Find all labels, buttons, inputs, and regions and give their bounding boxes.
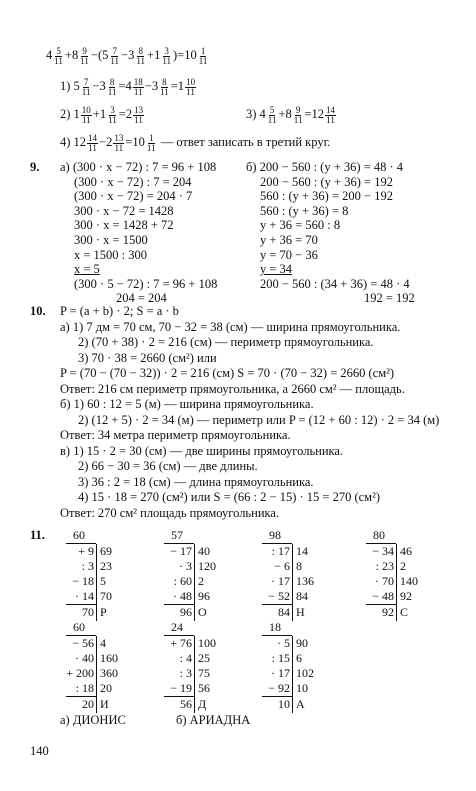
table-row: [362, 559, 438, 574]
task9-b-line: б) 200 − 560 : (y + 36) = 48 · 4: [246, 160, 404, 174]
table-value: 46: [400, 544, 412, 558]
table-result-row: [258, 605, 334, 620]
table-row: [258, 589, 334, 604]
task9-b-line: y = 34: [260, 262, 293, 277]
task9-b-line: 192 = 192: [364, 291, 415, 306]
table-operation: − 92: [268, 681, 290, 695]
task9-b-line: y + 36 = 560 : 8: [260, 218, 341, 233]
table-operation: : 60: [173, 574, 192, 588]
table-row: [160, 589, 236, 604]
table-value: 360: [100, 666, 118, 680]
calc-table: [160, 528, 240, 618]
task10-line: P = (a + b) · 2; S = a · b: [60, 304, 179, 318]
table-row: [258, 574, 334, 589]
table-value: 90: [296, 636, 308, 650]
calc-table: [160, 620, 240, 710]
task10-line: Ответ: 270 см² площадь прямоугольника.: [60, 505, 280, 520]
table-row: [258, 666, 334, 681]
table-value: 70: [100, 589, 112, 603]
table-operation: · 40: [75, 651, 94, 665]
task9-b-line: 200 − 560 : (y + 36) = 192: [260, 174, 393, 189]
table-value: 5: [100, 574, 106, 588]
table-row: [160, 666, 236, 681]
task10-line: 4) 15 · 18 = 270 (см²) или S = (66 : 2 − 15) · 15 = 270 (см²): [78, 490, 380, 504]
task9-b-line: 560 : (y + 36) = 200 − 192: [260, 189, 393, 204]
table-row: [160, 559, 236, 574]
table-value: 14: [296, 544, 308, 558]
table-operation: : 17: [271, 544, 290, 558]
table-result-value: 96: [180, 605, 192, 619]
table-row: [62, 666, 138, 681]
table-operation: + 200: [66, 666, 94, 680]
table-value: 84: [296, 589, 308, 603]
table-row: [258, 544, 334, 559]
table-operation: − 52: [268, 589, 290, 603]
table-value: 160: [100, 651, 118, 665]
table-result-letter: Р: [100, 605, 107, 619]
table-row: [160, 651, 236, 666]
table-value: 75: [198, 666, 210, 680]
task9-a-line: x = 1500 : 300: [74, 247, 148, 262]
task10-line: в) 1) 15 · 2 = 30 (см) — две ширины прямоугольника.: [60, 443, 344, 458]
table-row: [160, 636, 236, 651]
table-value: 40: [198, 544, 210, 558]
task9-number: 9.: [30, 160, 40, 174]
table-result-row: [62, 605, 138, 620]
answer-b: б) АРИАДНА: [176, 713, 251, 727]
task10-line: 3) 36 : 2 = 18 (см) — длина прямоугольника.: [78, 474, 314, 489]
table-result-value: 20: [82, 697, 94, 711]
table-operation: : 23: [375, 559, 394, 573]
calc-table: [62, 528, 142, 618]
table-value: 92: [400, 589, 412, 603]
table-value: 136: [296, 574, 314, 588]
calc-table: [62, 620, 142, 710]
table-operation: : 18: [75, 681, 94, 695]
table-value: 2: [400, 559, 406, 573]
table-value: 20: [100, 681, 112, 695]
table-result-row: [362, 605, 438, 620]
task9-b-line: 560 : (y + 36) = 8: [260, 203, 349, 218]
table-row: [62, 636, 138, 651]
table-value: 100: [198, 636, 216, 650]
task9-a-line: а) (300 · x − 72) : 7 = 96 + 108: [60, 160, 217, 174]
table-row: [258, 559, 334, 574]
table-row: [258, 681, 334, 696]
table-operation: − 17: [170, 544, 192, 558]
page-number: 140: [30, 744, 49, 758]
table-operation: · 5: [277, 636, 290, 650]
task10-line: Ответ: 216 см периметр прямоугольника, а 2660 см² — площадь.: [60, 381, 405, 396]
task10-line: 2) (70 + 38) · 2 = 216 (см) — периметр прямоугольника.: [78, 335, 374, 349]
task9-b-line: y = 70 − 36: [260, 247, 318, 262]
calc-table: [362, 528, 442, 618]
calc-table: [258, 528, 338, 618]
table-result-row: [160, 697, 236, 712]
table-operation: − 19: [170, 681, 192, 695]
task10-line: Ответ: 34 метра периметр прямоугольника.: [60, 428, 291, 442]
table-operation: − 48: [372, 589, 394, 603]
table-result-letter: А: [296, 697, 305, 711]
task9-b-line: y + 36 = 70: [260, 233, 318, 247]
table-row: [62, 589, 138, 604]
table-row: [62, 544, 138, 559]
task9-a-line: 300 · x = 1500: [74, 233, 148, 247]
task9-a-line: 300 · x = 1428 + 72: [74, 218, 174, 233]
table-operation: · 3: [179, 559, 192, 573]
calc-table: [258, 620, 338, 710]
top-step-1: 1) 5 $\frac{7}{11}$ −3 $\frac{8}{11}$ =4 $\frac{18}{11}$ −3 $\frac{8}{11}$ =1 $\frac{10}{11}$: [60, 76, 196, 97]
task9-a-line: (300 · 5 − 72) : 7 = 96 + 108: [74, 276, 218, 291]
table-row: [362, 589, 438, 604]
table-operation: − 18: [72, 574, 94, 588]
table-start-value: 98: [269, 528, 281, 542]
task10-line: P = (70 − (70 − 32)) · 2 = 216 (см) S = 70 · (70 − 32) = 2660 (см²): [60, 366, 395, 380]
table-result-value: 70: [82, 605, 94, 619]
table-operation: − 34: [372, 544, 394, 558]
table-value: 69: [100, 544, 112, 558]
table-value: 4: [100, 636, 106, 650]
table-operation: · 48: [173, 589, 192, 603]
table-operation: + 76: [170, 636, 192, 650]
table-start-value: 24: [171, 620, 183, 634]
table-row: [258, 636, 334, 651]
task10-line: 3) 70 · 38 = 2660 (см²) или: [78, 350, 217, 365]
table-value: 6: [296, 651, 302, 665]
top-step-3: 3) 4 $\frac{5}{11}$ +8 $\frac{9}{11}$ =12 $\frac{14}{11}$: [246, 104, 336, 125]
table-value: 56: [198, 681, 210, 695]
table-result-row: [62, 697, 138, 712]
table-result-row: [258, 697, 334, 712]
table-row: [362, 544, 438, 559]
table-start-value: 60: [73, 620, 85, 634]
task11-number: 11.: [30, 528, 45, 542]
table-row: [62, 651, 138, 666]
table-start-value: 57: [171, 528, 183, 542]
table-value: 25: [198, 651, 210, 665]
top-step-2: 2) 1 $\frac{10}{11}$ +1 $\frac{3}{11}$ =2 $\frac{13}{11}$: [60, 104, 144, 125]
table-value: 23: [100, 559, 112, 573]
table-operation: : 3: [81, 559, 94, 573]
table-row: [258, 651, 334, 666]
table-result-value: 84: [278, 605, 290, 619]
task10-line: 2) 66 − 30 = 36 (см) — две длины.: [78, 459, 258, 473]
table-result-value: 92: [382, 605, 394, 619]
table-row: [62, 681, 138, 696]
table-start-value: 18: [269, 620, 281, 634]
table-row: [362, 574, 438, 589]
table-result-value: 10: [278, 697, 290, 711]
table-row: [160, 574, 236, 589]
task9-a-line: x = 5: [74, 262, 100, 277]
table-result-letter: Н: [296, 605, 305, 619]
answer-a: а) ДИОНИС: [60, 713, 126, 727]
task9-b-line: 200 − 560 : (34 + 36) = 48 · 4: [260, 276, 410, 291]
table-operation: : 4: [179, 651, 192, 665]
table-result-letter: С: [400, 605, 409, 619]
table-operation: : 3: [179, 666, 192, 680]
table-value: 96: [198, 589, 210, 603]
table-value: 10: [296, 681, 308, 695]
table-result-row: [160, 605, 236, 620]
table-operation: : 15: [271, 651, 290, 665]
table-operation: · 70: [375, 574, 394, 588]
table-start-value: 60: [73, 528, 85, 542]
task10-line: б) 1) 60 : 12 = 5 (м) — ширина прямоугольника.: [60, 397, 314, 411]
table-row: [160, 544, 236, 559]
table-operation: · 17: [271, 574, 290, 588]
task9-a-line: (300 · x − 72) : 7 = 204: [74, 174, 192, 189]
table-row: [62, 574, 138, 589]
table-value: 2: [198, 574, 204, 588]
table-value: 8: [296, 559, 302, 573]
table-row: [160, 681, 236, 696]
table-value: 120: [198, 559, 216, 573]
table-operation: + 9: [78, 544, 94, 558]
task9-a-line: 204 = 204: [116, 291, 167, 306]
top-step-4: 4) 12 $\frac{14}{11}$ −2 $\frac{13}{11}$ =10 $\frac{1}{11}$ — ответ записать в третий круг.: [60, 132, 331, 153]
table-operation: · 14: [75, 589, 94, 603]
top-main-expression: 4 $\frac{5}{11}$ +8 $\frac{9}{11}$ −(5 $\frac{7}{11}$ −3 $\frac{8}{11}$ +1 $\frac{3}{11}$ )=10 $\frac{1}{11}$: [46, 45, 208, 66]
table-operation: − 6: [274, 559, 290, 573]
task9-a-line: 300 · x − 72 = 1428: [74, 203, 174, 218]
task10-number: 10.: [30, 304, 46, 318]
table-operation: · 17: [271, 666, 290, 680]
table-result-letter: Д: [198, 697, 207, 711]
table-row: [62, 559, 138, 574]
table-operation: − 56: [72, 636, 94, 650]
table-result-letter: И: [100, 697, 109, 711]
task9-a-line: (300 · x − 72) = 204 · 7: [74, 189, 193, 204]
table-result-letter: О: [198, 605, 207, 619]
task10-line: 2) (12 + 5) · 2 = 34 (м) — периметр или P = (12 + 60 : 12) · 2 = 34 (м): [78, 412, 440, 427]
table-start-value: 80: [373, 528, 385, 542]
task10-line: а) 1) 7 дм = 70 см, 70 − 32 = 38 (см) — ширина прямоугольника.: [60, 319, 401, 334]
table-value: 140: [400, 574, 418, 588]
table-result-value: 56: [180, 697, 192, 711]
table-value: 102: [296, 666, 314, 680]
